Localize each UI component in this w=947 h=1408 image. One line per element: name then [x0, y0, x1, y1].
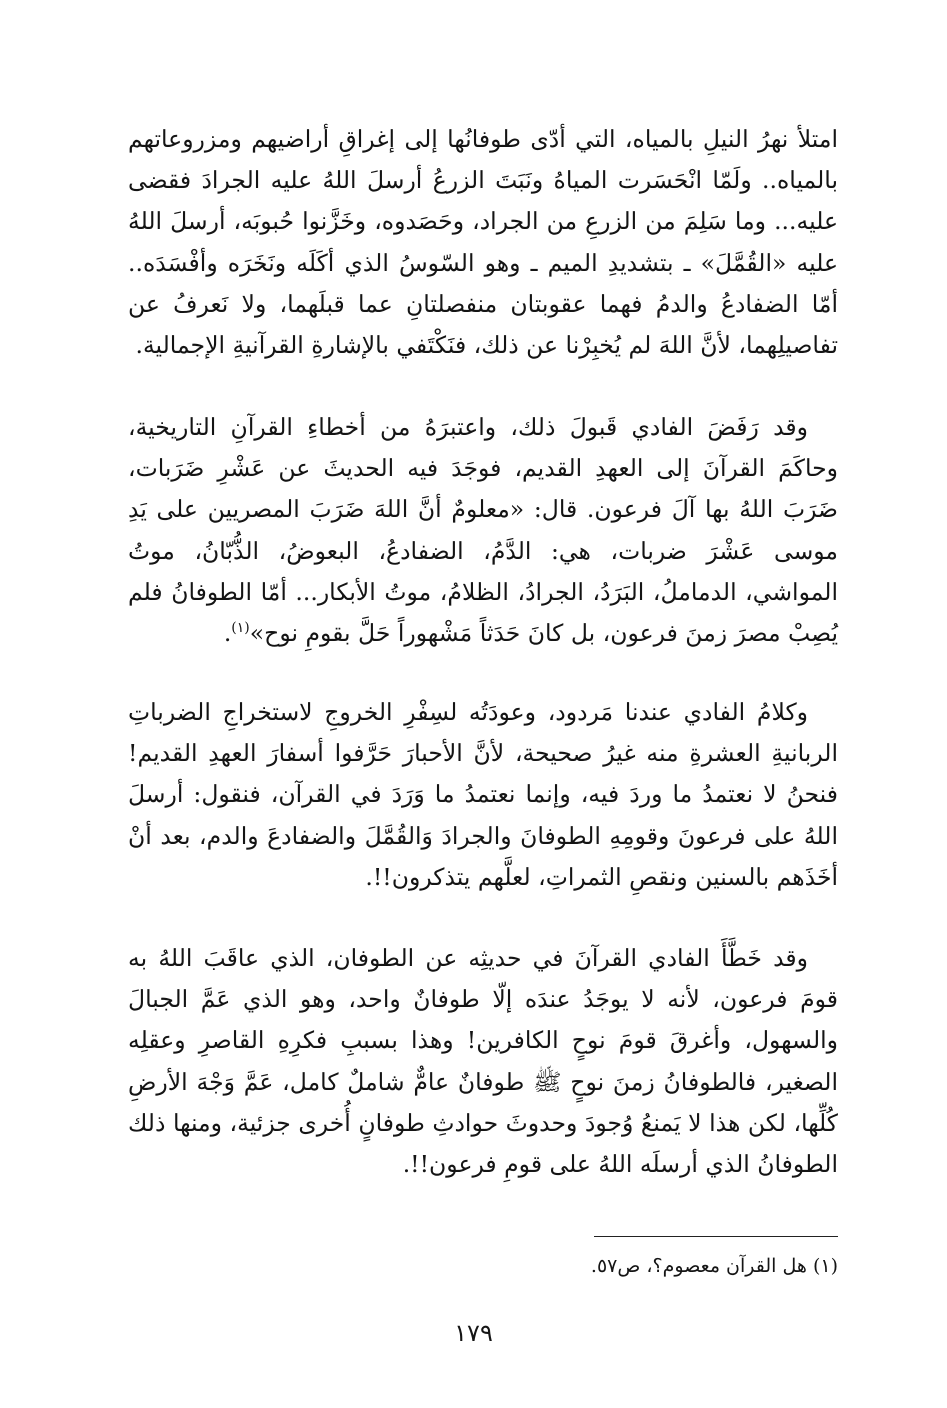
page-number: ١٧٩ — [454, 1319, 493, 1347]
paragraph-2 — [128, 407, 838, 654]
paragraph-1: امتلأ نهرُ النيلِ بالمياه، التي أدّى طوفانُها إلى إغراقِ أراضيهم ومزروعاتهم بالمياه.. ولَمّا انْحَسَرت المياهُ ونَبَتَ الزرعُ أرسلَ اللهُ عليه الجرادَ فقضى عليه... وما سَلِمَ من الزرعِ من الجراد، وحَصَدوه، وخَزَّنوا حُبوبَه، أرسلَ اللهُ عليه «القُمَّلَ» ـ بتشديدِ الميم ـ وهو السّوسُ الذي أكَلَه ونَخَرَه وأفْسَدَه.. أمّا الضفادعُ والدمُ فهما عقوبتان منفصلتانِ عما قبلَهما، ولا نَعرفُ عن تفاصيلِهما، لأنَّ اللهَ لم يُخبِرْنا عن ذلك، فنَكْتَفي بالإشارةِ القرآنيةِ الإجمالية. — [128, 125, 838, 360]
footnote-reference: (١) — [231, 620, 250, 637]
footnote-separator — [594, 1236, 838, 1237]
footnote: (١) هل القرآن معصوم؟، ص٥٧. — [590, 1255, 838, 1277]
paragraph-4: وقد خَطَّأَ الفادي القرآنَ في حديثِه عن الطوفان، الذي عاقَبَ اللهُ به قومَ فرعون، لأنه لا يوجَدُ عندَه إلّا طوفانٌ واحد، وهو الذي عَمَّ الجبالَ والسهول، وأغرقَ قومَ نوحٍ الكافرين! وهذا بسببِ فكرِهِ القاصرِ وعقلِه الصغير، فالطوفانُ زمنَ نوحٍ ﷺ طوفانٌ عامٌّ شاملٌ كامل، عَمَّ وَجْهَ الأرضِ كُلِّها، لكن هذا لا يَمنعُ وُجودَ وحدوثَ حوادثِ طوفانٍ أُخرى جزئية، ومنها ذلك الطوفانُ الذي أرسلَه اللهُ على قومِ فرعون!!. — [128, 944, 838, 1179]
paragraph-2-tail: . — [223, 619, 232, 648]
paragraph-2-text: وقد رَفَضَ الفادي قَبولَ ذلك، واعتبرَهُ من أخطاءِ القرآنِ التاريخية، وحاكَمَ القرآنَ إلى العهدِ القديم، فوجَدَ فيه الحديثَ عن عَشْرِ ضَرَبات، ضَرَبَ اللهُ بها آلَ فرعون. قال: «معلومٌ أنَّ اللهَ ضَرَبَ المصريين على يَدِ موسى عَشْرَ ضربات، هي: الدَّمُ، الضفادعُ، البعوضُ، الذُّبّانُ، موتُ المواشي، الدماملُ، البَرَدُ، الجرادُ، الظلامُ، موتُ الأبكار... أمّا الطوفانُ فلم يُصِبْ مصرَ زمنَ فرعون، بل كانَ حَدَثاً مَشْهوراً حَلَّ بقومِ نوح» — [128, 413, 838, 648]
paragraph-3: وكلامُ الفادي عندنا مَردود، وعودَتُه لسِفْرِ الخروجِ لاستخراجِ الضرباتِ الربانيةِ العشرةِ منه غيرُ صحيحة، لأنَّ الأحبارَ حَرَّفوا أسفارَ العهدِ القديم! فنحنُ لا نعتمدُ ما وردَ فيه، وإنما نعتمدُ ما وَرَدَ في القرآن، فنقول: أرسلَ اللهُ على فرعونَ وقومِهِ الطوفانَ والجرادَ وَالقُمَّلَ والضفادعَ والدم، بعد أنْ أخَذَهم بالسنين ونقصِ الثمراتِ، لعلَّهم يتذكرون!!. — [128, 698, 838, 891]
